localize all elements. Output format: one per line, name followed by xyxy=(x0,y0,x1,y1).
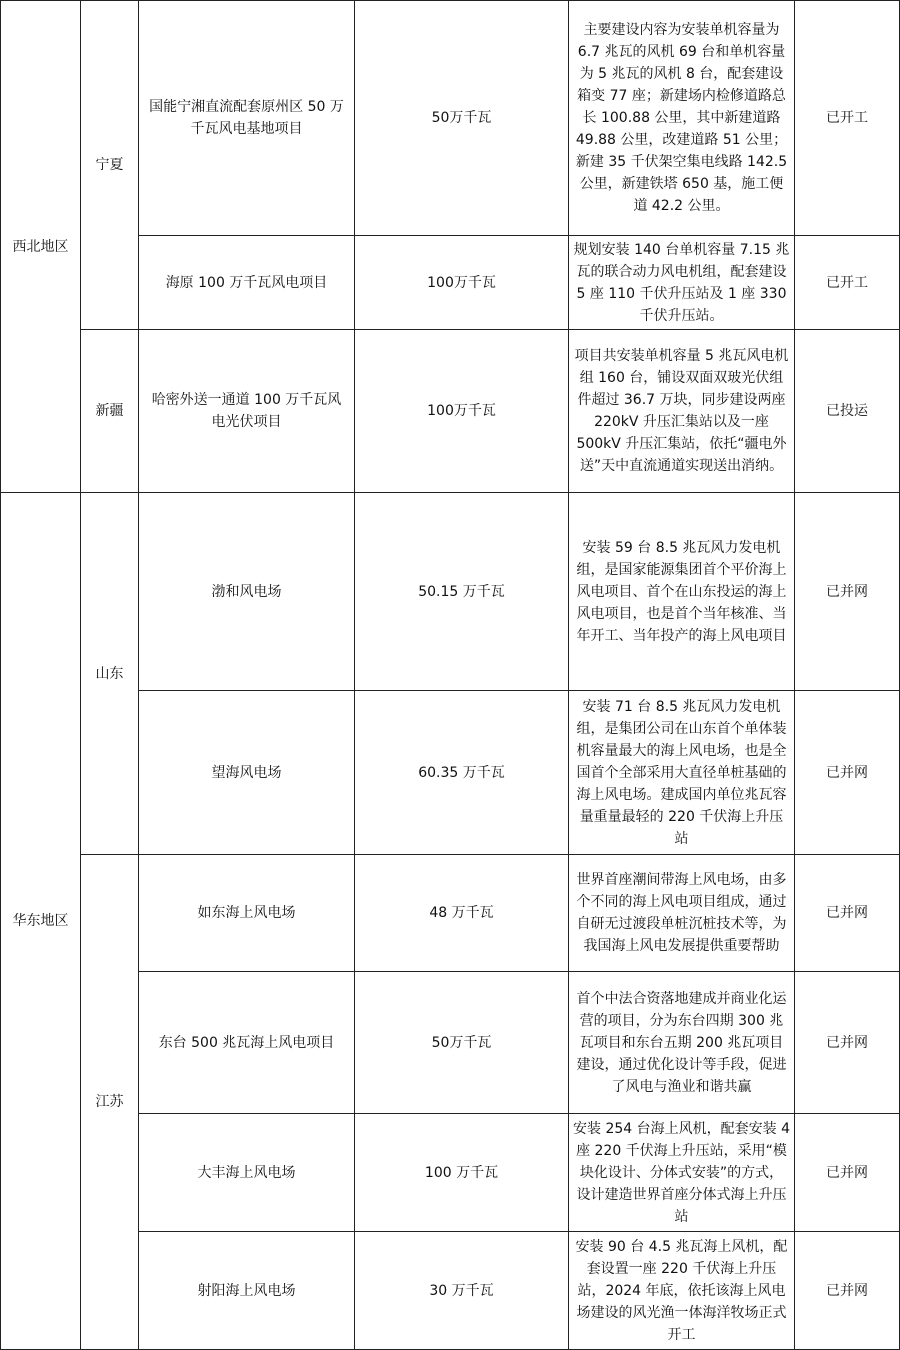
project-name-cell: 望海风电场 xyxy=(139,691,355,855)
capacity-cell: 48 万千瓦 xyxy=(355,855,569,972)
capacity-cell: 50万千瓦 xyxy=(355,972,569,1114)
capacity-cell: 100万千瓦 xyxy=(355,330,569,493)
project-name-cell: 大丰海上风电场 xyxy=(139,1114,355,1232)
description-cell: 安装 90 台 4.5 兆瓦海上风机，配套设置一座 220 千伏海上升压站，2024 年底，依托该海上风电场建设的风光渔一体海洋牧场正式开工 xyxy=(569,1232,795,1350)
table-row xyxy=(1,493,900,691)
project-name-cell: 渤和风电场 xyxy=(139,493,355,691)
province-cell: 山东 xyxy=(81,493,139,855)
capacity-cell: 30 万千瓦 xyxy=(355,1232,569,1350)
description-cell: 主要建设内容为安装单机容量为 6.7 兆瓦的风机 69 台和单机容量为 5 兆瓦的风机 8 台，配套建设箱变 77 座；新建场内检修道路总长 100.88 公里，其中新建道路 49.88 公里，改建道路 51 公里；新建 35 千伏架空集电线路 142.5 公里，新建铁塔 650 基，施工便道 42.2 公里。 xyxy=(569,1,795,236)
description-cell: 安装 59 台 8.5 兆瓦风力发电机组，是国家能源集团首个平价海上风电项目、首个在山东投运的海上风电项目，也是首个当年核准、当年开工、当年投产的海上风电项目 xyxy=(569,493,795,691)
description-cell: 安装 71 台 8.5 兆瓦风力发电机组，是集团公司在山东首个单体装机容量最大的海上风电场，也是全国首个全部采用大直径单桩基础的海上风电场。建成国内单位兆瓦容量重量最轻的 220 千伏海上升压站 xyxy=(569,691,795,855)
region-cell: 西北地区 xyxy=(1,1,81,493)
province-cell: 江苏 xyxy=(81,855,139,1350)
project-name-cell: 海原 100 万千瓦风电项目 xyxy=(139,236,355,330)
status-cell: 已并网 xyxy=(795,493,900,691)
status-cell: 已并网 xyxy=(795,1232,900,1350)
region-cell: 华东地区 xyxy=(1,493,81,1350)
status-cell: 已开工 xyxy=(795,236,900,330)
status-cell: 已并网 xyxy=(795,855,900,972)
table-row xyxy=(1,1,900,236)
project-name-cell: 东台 500 兆瓦海上风电项目 xyxy=(139,972,355,1114)
description-cell: 安装 254 台海上风机，配套安装 4 座 220 千伏海上升压站，采用“模块化设计、分体式安装”的方式，设计建造世界首座分体式海上升压站 xyxy=(569,1114,795,1232)
project-name-cell: 射阳海上风电场 xyxy=(139,1232,355,1350)
status-cell: 已并网 xyxy=(795,1114,900,1232)
description-cell: 世界首座潮间带海上风电场，由多个不同的海上风电项目组成，通过自研无过渡段单桩沉桩技术等，为我国海上风电发展提供重要帮助 xyxy=(569,855,795,972)
description-cell: 规划安装 140 台单机容量 7.15 兆瓦的联合动力风电机组，配套建设 5 座 110 千伏升压站及 1 座 330 千伏升压站。 xyxy=(569,236,795,330)
province-cell: 新疆 xyxy=(81,330,139,493)
description-cell: 项目共安装单机容量 5 兆瓦风电机组 160 台，铺设双面双玻光伏组件超过 36.7 万块，同步建设两座 220kV 升压汇集站以及一座 500kV 升压汇集站，依托“疆电外送”天中直流通道实现送出消纳。 xyxy=(569,330,795,493)
status-cell: 已开工 xyxy=(795,1,900,236)
capacity-cell: 50万千瓦 xyxy=(355,1,569,236)
status-cell: 已并网 xyxy=(795,691,900,855)
project-name-cell: 国能宁湘直流配套原州区 50 万千瓦风电基地项目 xyxy=(139,1,355,236)
capacity-cell: 100万千瓦 xyxy=(355,236,569,330)
table-row xyxy=(1,330,900,493)
description-cell: 首个中法合资落地建成并商业化运营的项目，分为东台四期 300 兆瓦项目和东台五期 200 兆瓦项目建设，通过优化设计等手段，促进了风电与渔业和谐共赢 xyxy=(569,972,795,1114)
province-cell: 宁夏 xyxy=(81,1,139,330)
status-cell: 已投运 xyxy=(795,330,900,493)
project-name-cell: 如东海上风电场 xyxy=(139,855,355,972)
table-row xyxy=(1,855,900,972)
capacity-cell: 50.15 万千瓦 xyxy=(355,493,569,691)
capacity-cell: 60.35 万千瓦 xyxy=(355,691,569,855)
status-cell: 已并网 xyxy=(795,972,900,1114)
project-name-cell: 哈密外送一通道 100 万千瓦风电光伏项目 xyxy=(139,330,355,493)
capacity-cell: 100 万千瓦 xyxy=(355,1114,569,1232)
